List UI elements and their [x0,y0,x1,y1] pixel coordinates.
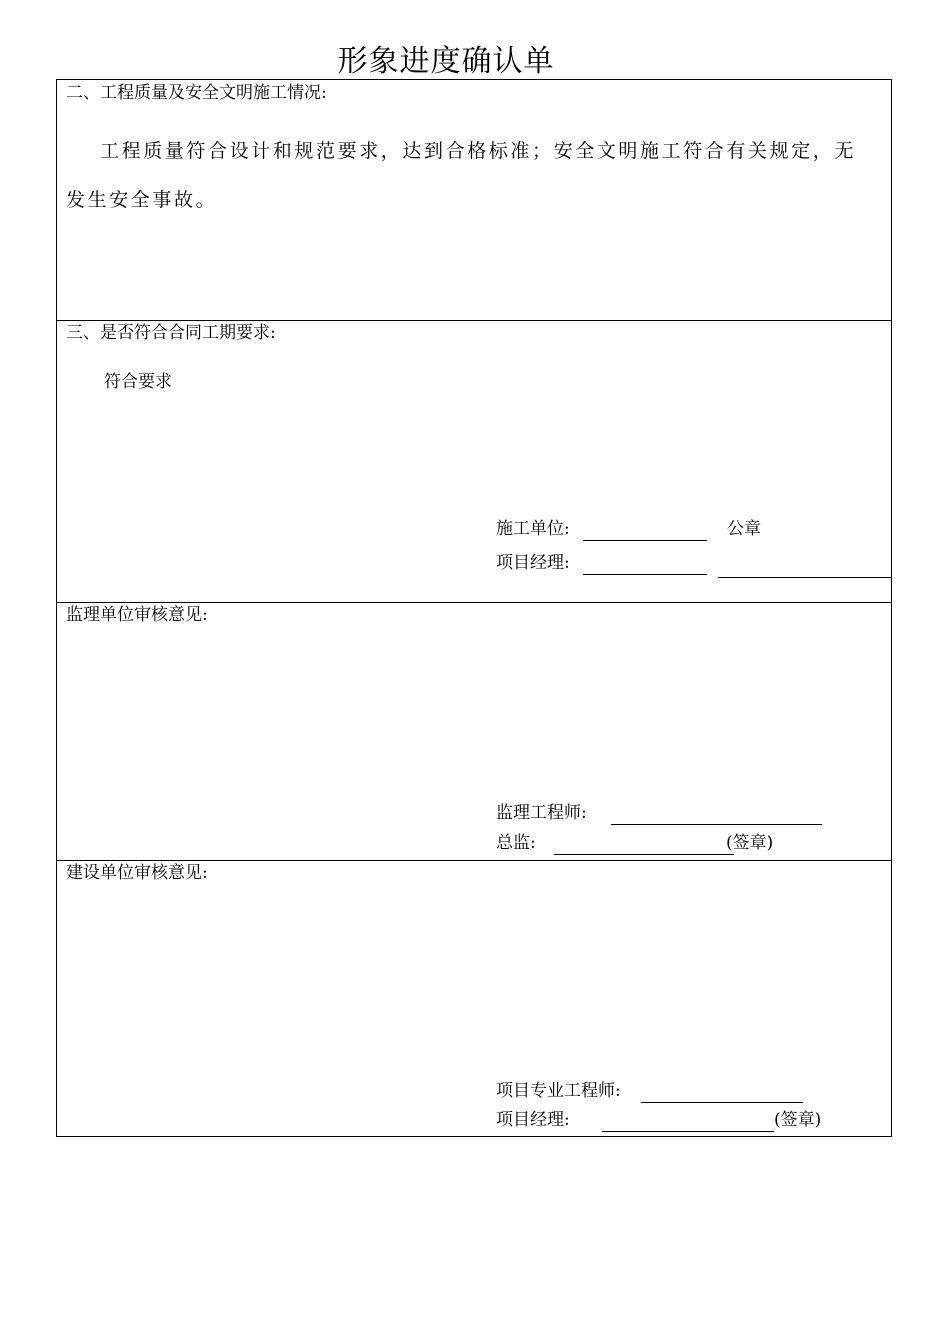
owner-manager-label: 项目经理: [496,1110,570,1130]
project-manager-label: 项目经理: [496,553,570,573]
contractor-label: 施工单位: [496,519,570,539]
schedule-answer: 符合要求 [104,372,172,392]
section-divider [56,602,892,603]
owner-stamp-label: (签章) [774,1110,822,1130]
form-title: 形象进度确认单 [337,44,555,79]
quality-text-line-1: 工程质量符合设计和规范要求，达到合格标准；安全文明施工符合有关规定，无 [100,140,857,162]
supervision-section-heading: 监理单位审核意见: [66,605,208,625]
quality-section-heading: 二、工程质量及安全文明施工情况: [66,83,327,103]
contractor-signature-line[interactable] [583,540,707,541]
owner-engineer-signature-line[interactable] [641,1102,803,1103]
supervising-engineer-signature-line[interactable] [611,824,822,825]
supervision-stamp-label: (签章) [726,833,774,853]
seal-label: 公章 [727,519,761,539]
project-manager-signature-line[interactable] [583,574,707,575]
section-divider [56,860,892,861]
seal-line[interactable] [718,577,892,578]
chief-supervisor-signature-line[interactable] [554,854,734,855]
supervising-engineer-label: 监理工程师: [496,803,587,823]
owner-section-heading: 建设单位审核意见: [66,863,208,883]
schedule-section-heading: 三、是否符合合同工期要求: [66,323,276,343]
section-divider [56,320,892,321]
quality-text-line-2: 发生安全事故。 [66,189,218,211]
owner-engineer-label: 项目专业工程师: [496,1081,621,1101]
chief-supervisor-label: 总监: [496,833,536,853]
owner-manager-signature-line[interactable] [602,1131,774,1132]
